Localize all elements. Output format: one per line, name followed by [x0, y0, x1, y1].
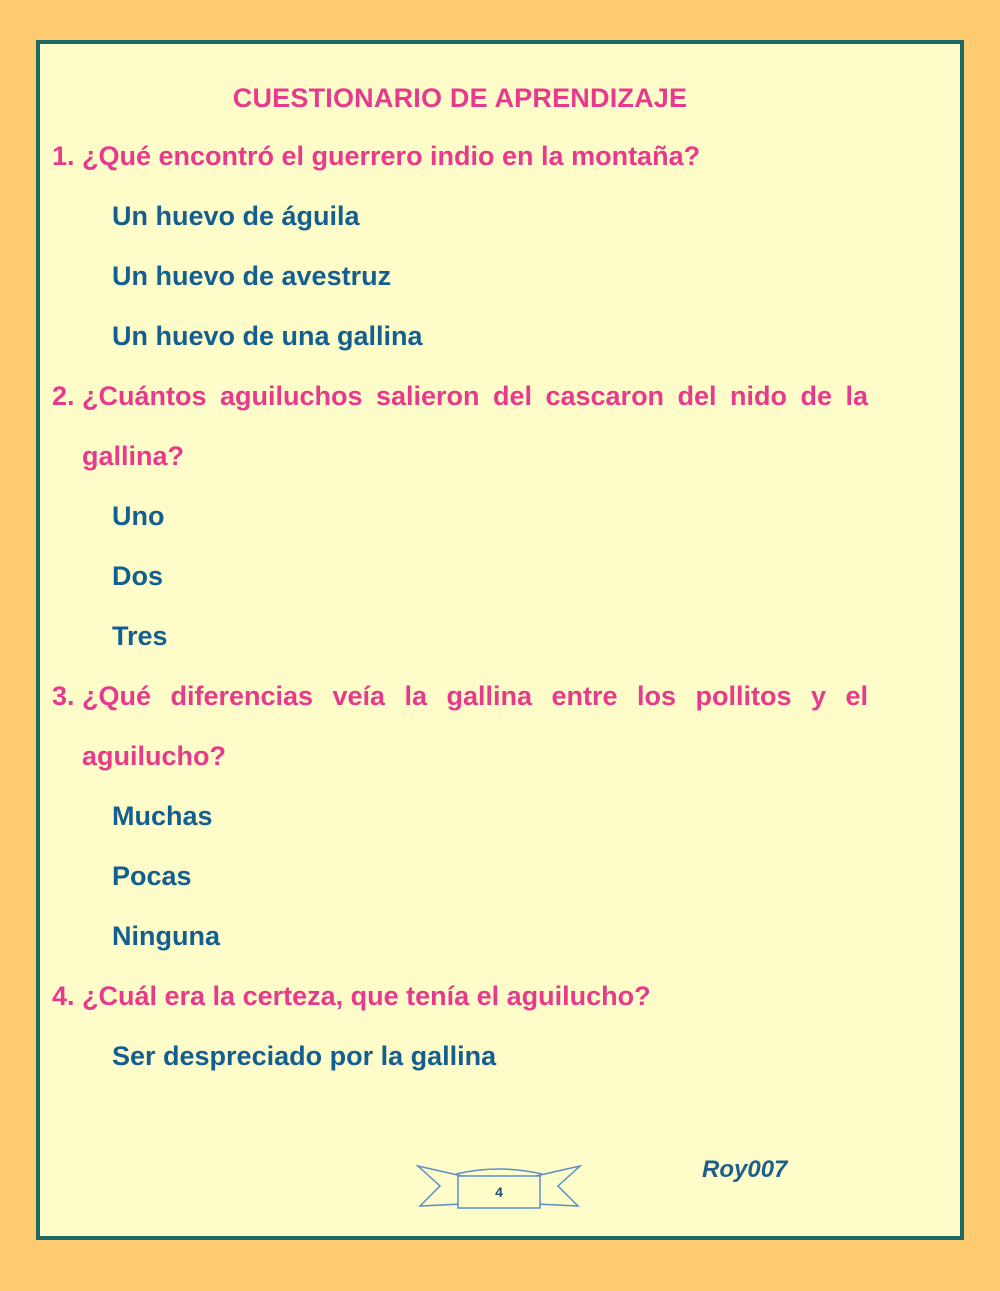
question-block-4 [52, 966, 868, 1086]
question-text: ¿Qué encontró el guerrero indio en la montaña? [82, 141, 701, 171]
answer-option[interactable]: Un huevo de una gallina [112, 321, 423, 351]
question-number: 3. [52, 681, 75, 711]
answer-option[interactable]: Tres [112, 621, 168, 651]
question-block-3 [52, 666, 868, 966]
question-2 [52, 366, 868, 486]
question-4 [52, 966, 868, 1026]
page-number: 4 [495, 1184, 503, 1200]
answer-option[interactable]: Un huevo de águila [112, 201, 360, 231]
question-block-1 [52, 126, 868, 366]
answer-option[interactable]: Ser despreciado por la gallina [112, 1041, 497, 1071]
answer-option[interactable]: Uno [112, 501, 165, 531]
answer-option[interactable]: Dos [112, 561, 164, 591]
answer-option[interactable]: Ninguna [112, 921, 220, 951]
question-text: ¿Qué diferencias veía la gallina entre los pollitos y el aguilucho? [82, 681, 868, 771]
answer-option[interactable]: Pocas [112, 861, 192, 891]
question-1 [52, 126, 868, 186]
answer-option[interactable]: Un huevo de avestruz [112, 261, 392, 291]
question-text: ¿Cuántos aguiluchos salieron del cascaron del nido de la gallina? [82, 381, 868, 471]
question-text: ¿Cuál era la certeza, que tenía el aguilucho? [82, 981, 651, 1011]
question-number: 4. [52, 981, 75, 1011]
question-3 [52, 666, 868, 786]
questionnaire [52, 70, 868, 1086]
question-block-2 [52, 366, 868, 666]
question-number: 2. [52, 381, 75, 411]
author-signature: Roy007 [702, 1156, 788, 1183]
page-title: CUESTIONARIO DE APRENDIZAJE [232, 83, 688, 113]
question-number: 1. [52, 141, 75, 171]
answer-option[interactable]: Muchas [112, 801, 213, 831]
